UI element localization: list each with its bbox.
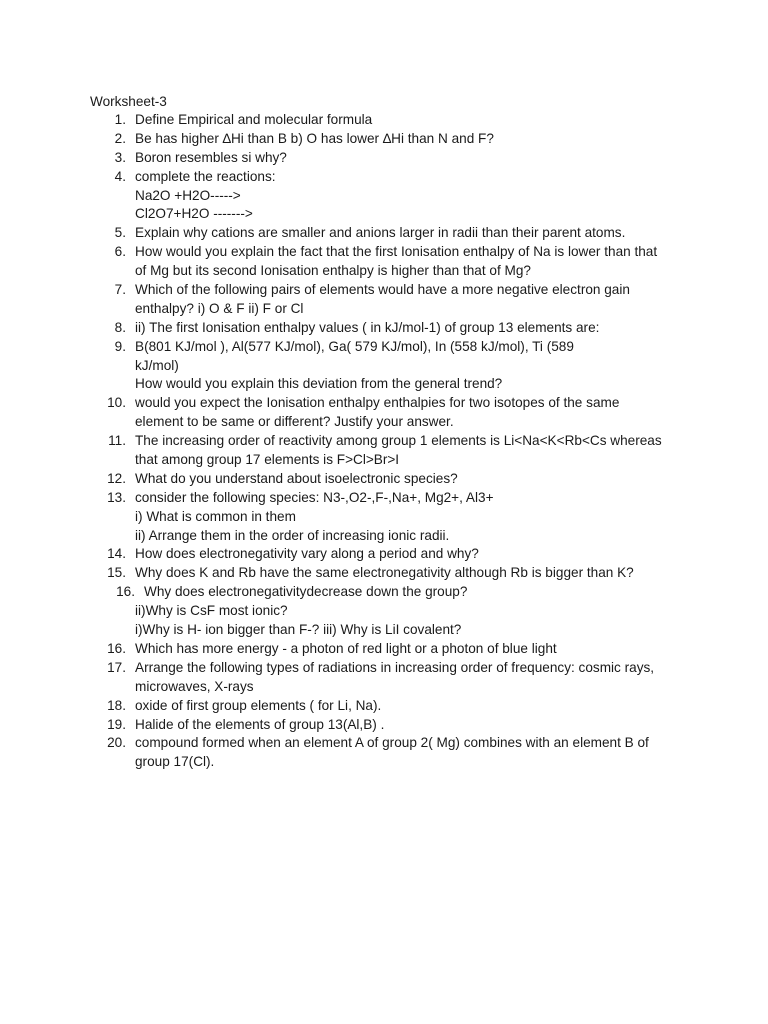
question-text: ii)Why is CsF most ionic? [135,603,288,619]
question-number: 15. [107,565,126,581]
question-number: 1. [114,112,126,127]
question-line [0,545,768,564]
question-line [0,413,768,432]
question-text: that among group 17 elements is F>Cl>Br>I [135,452,400,468]
question-line [0,734,768,753]
question-text: How does electronegativity vary along a period and why? [135,546,479,562]
question-line [0,621,768,640]
question-number: 17. [107,659,126,675]
question-text: Na2O +H2O-----> [135,187,241,203]
question-line [0,470,768,489]
question-line [0,602,768,621]
question-number: 4. [114,168,126,184]
question-line [0,394,768,413]
question-text: The increasing order of reactivity among group 1 elements is Li<Na<K<Rb<Cs whereas [135,433,662,449]
question-number: 3. [114,149,126,165]
question-number: 11. [108,433,126,449]
question-text: Explain why cations are smaller and anions larger in radii than their parent atoms. [135,225,626,241]
question-line [0,489,768,508]
question-text: of Mg but its second Ionisation enthalpy is higher than that of Mg? [135,263,531,279]
question-text: would you expect the Ionisation enthalpy enthalpies for two isotopes of the same [135,395,620,411]
question-line [0,527,768,546]
question-line [0,583,768,602]
question-line [0,697,768,716]
question-text: kJ/mol) [135,357,179,373]
question-text: enthalpy? i) O & F ii) F or Cl [135,300,304,316]
question-number: 8. [114,319,126,335]
question-line [0,357,768,376]
question-line [0,187,768,206]
question-number: 2. [114,130,126,146]
question-number: 9. [114,338,126,354]
question-line [0,338,768,357]
question-text: How would you explain the fact that the first Ionisation enthalpy of Na is lower than that [135,244,658,260]
question-number: 7. [114,282,126,298]
question-number: 13. [107,489,126,505]
question-text: Which of the following pairs of elements would have a more negative electron gain [135,282,630,298]
question-text: i)Why is H- ion bigger than F-? iii) Why is LiI covalent? [135,622,462,638]
question-line [0,716,768,735]
question-line [0,205,768,224]
question-line [0,319,768,338]
question-text: element to be same or different? Justify your answer. [135,414,454,430]
question-text: i) What is common in them [135,508,296,524]
question-text: group 17(Cl). [135,754,215,770]
question-text: consider the following species: N3-,O2-,F-,Na+, Mg2+, Al3+ [135,489,494,505]
question-line [0,262,768,281]
question-line [0,753,768,772]
question-text: Cl2O7+H2O -------> [135,206,253,222]
question-text: Define Empirical and molecular formula [135,112,373,127]
question-number: 16. [116,584,135,600]
question-text: Why does electronegativitydecrease down the group? [144,584,468,600]
question-line [0,281,768,300]
question-text: Halide of the elements of group 13(Al,B) . [135,716,385,732]
question-line [0,149,768,168]
question-text: What do you understand about isoelectronic species? [135,470,458,486]
question-text: B(801 KJ/mol ), Al(577 KJ/mol), Ga( 579 KJ/mol), In (558 kJ/mol), Ti (589 [135,338,574,354]
question-line [0,508,768,527]
question-text: ii) Arrange them in the order of increasing ionic radii. [135,527,450,543]
question-list [0,111,768,772]
question-number: 14. [107,546,126,562]
question-text: oxide of first group elements ( for Li, Na). [135,697,382,713]
question-line [0,564,768,583]
question-number: 6. [114,244,126,260]
question-text: Boron resembles si why? [135,149,287,165]
question-line [0,111,768,130]
question-number: 16. [107,640,126,656]
question-number: 19. [107,716,126,732]
question-line [0,432,768,451]
question-line [0,130,768,149]
question-line [0,300,768,319]
question-line [0,168,768,187]
question-text: microwaves, X-rays [135,678,254,694]
question-number: 20. [107,735,126,751]
question-text: Be has higher ∆Hi than B b) O has lower ∆Hi than N and F? [135,130,494,146]
question-line [0,243,768,262]
question-line [0,224,768,243]
worksheet-title: Worksheet-3 [90,94,167,109]
question-number: 10. [107,395,126,411]
question-line [0,678,768,697]
question-line [0,640,768,659]
question-text: Which has more energy - a photon of red light or a photon of blue light [135,640,557,656]
question-line [0,451,768,470]
question-text: compound formed when an element A of group 2( Mg) combines with an element B of [135,735,649,751]
question-number: 18. [107,697,126,713]
question-text: Arrange the following types of radiations in increasing order of frequency: cosmic rays, [135,659,655,675]
question-text: complete the reactions: [135,168,276,184]
question-line [0,659,768,678]
question-number: 5. [114,225,126,241]
question-text: How would you explain this deviation from the general trend? [135,376,503,392]
question-text: Why does K and Rb have the same electronegativity although Rb is bigger than K? [135,565,634,581]
question-text: ii) The first Ionisation enthalpy values ( in kJ/mol-1) of group 13 elements are: [135,319,600,335]
question-line [0,375,768,394]
question-number: 12. [107,470,126,486]
